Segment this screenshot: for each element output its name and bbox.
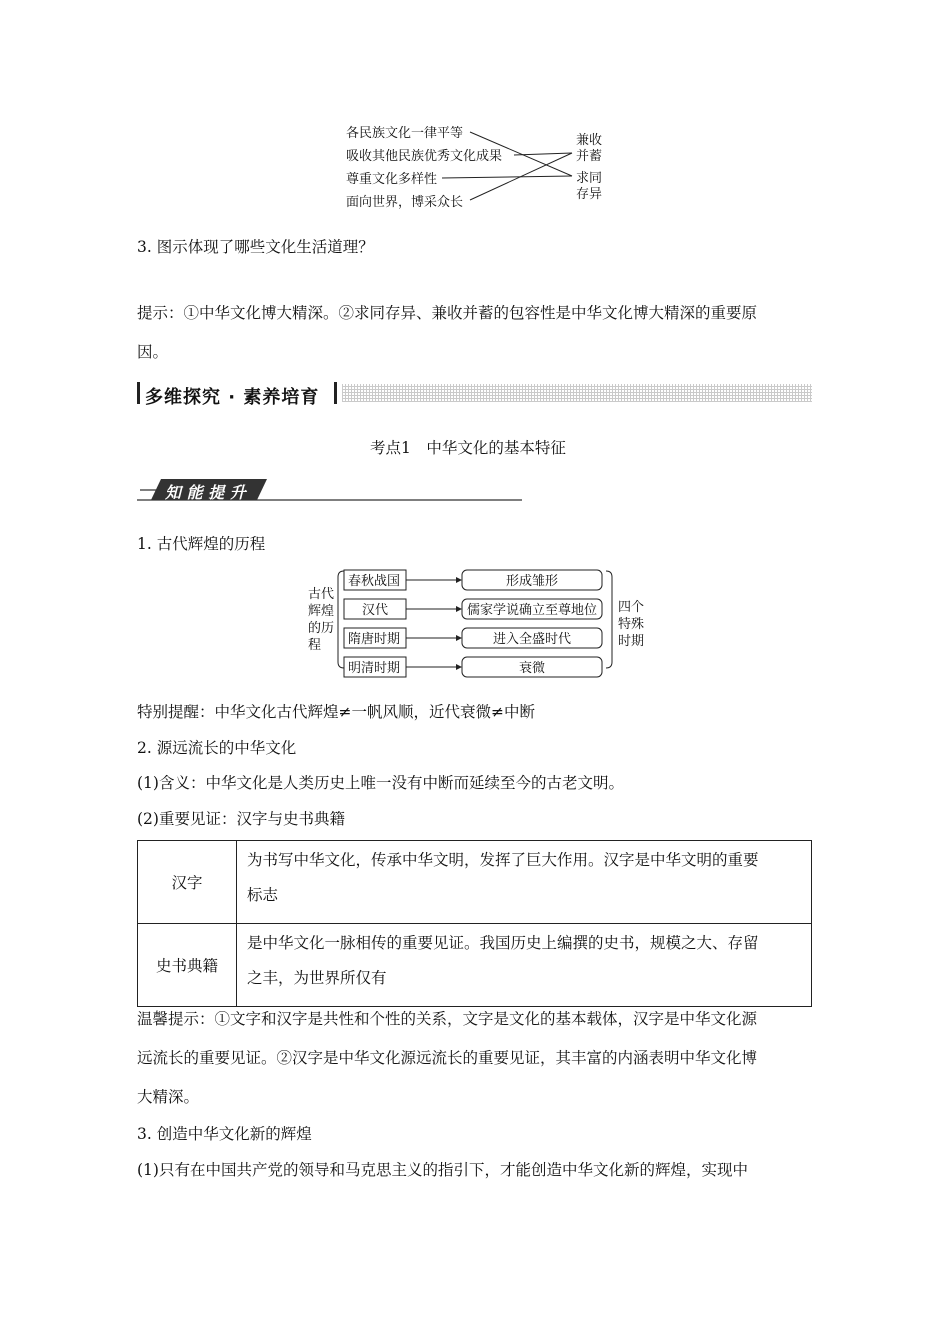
right-bottom-2: 存异: [576, 187, 603, 202]
warm-line-3: 大精深。: [137, 1088, 200, 1106]
heading-2: 2. 源远流长的中华文化: [137, 739, 297, 757]
left-label-2: 辉煌: [308, 604, 335, 619]
arrow-head: [456, 635, 462, 641]
heading-1: 1. 古代辉煌的历程: [137, 535, 266, 553]
arrow-head: [456, 664, 462, 670]
arrow-head: [456, 577, 462, 583]
event-2: 儒家学说确立至尊地位: [466, 603, 598, 618]
para-2-2: (2)重要见证：汉字与史书典籍: [137, 810, 345, 828]
warm-line-2: 远流长的重要见证。②汉字是中华文化源远流长的重要见证，其丰富的内涵表明中华文化博: [137, 1049, 758, 1067]
right-top-2: 并蓄: [576, 149, 603, 164]
left-brace: [338, 571, 344, 668]
table-head-cell: 史书典籍: [138, 924, 237, 1007]
table-cell-line: 是中华文化一脉相传的重要见证。我国历史上编撰的史书，规模之大、存留: [247, 934, 759, 952]
table-body-cell: [237, 924, 812, 1007]
section-bar-mid-mark: [334, 382, 337, 404]
zhineng-label: 知 能 提 升: [165, 483, 246, 502]
kaodian-title: 考点1 中华文化的基本特征: [370, 439, 566, 457]
para-2-1: (1)含义：中华文化是人类历史上唯一没有中断而延续至今的古老文明。: [137, 774, 624, 792]
table-cell-line: 为书写中华文化，传承中华文明，发挥了巨大作用。汉字是中华文明的重要: [247, 851, 759, 869]
history-diagram: [300, 566, 660, 686]
para-3-1: (1)只有在中国共产党的领导和马克思主义的指引下，才能创造中华文化新的辉煌，实现中: [137, 1161, 748, 1179]
heading-3: 3. 创造中华文化新的辉煌: [137, 1125, 312, 1143]
period-3: 隋唐时期: [348, 632, 401, 647]
right-bottom-1: 求同: [576, 171, 603, 186]
witness-table: [137, 840, 812, 1007]
event-1: 形成雏形: [505, 574, 559, 589]
arrow-head: [456, 606, 462, 612]
matching-diagram: [330, 120, 620, 210]
right-label-3: 时期: [618, 634, 645, 649]
hint-line-2: 因。: [137, 343, 169, 361]
right-label-1: 四个: [618, 600, 645, 615]
table-row: [138, 841, 812, 924]
table-cell-line: 之丰，为世界所仅有: [247, 969, 387, 987]
hint-line-1: 提示：①中华文化博大精深。②求同存异、兼收并蓄的包容性是中华文化博大精深的重要原: [137, 304, 758, 322]
table-cell-line: 标志: [247, 886, 279, 904]
table-body-cell: [237, 841, 812, 924]
left-item-3: 尊重文化多样性: [346, 172, 438, 187]
section-header-bar: [137, 381, 812, 408]
event-4: 衰微: [518, 661, 546, 676]
right-brace: [606, 571, 612, 668]
special-note: 特别提醒：中华文化古代辉煌≠一帆风顺，近代衰微≠中断: [137, 703, 535, 721]
left-label-4: 程: [308, 638, 322, 653]
section-bar-left-mark: [137, 382, 140, 404]
left-label-1: 古代: [308, 587, 335, 602]
section-bar-pattern: [342, 384, 812, 402]
connector-line: [442, 176, 572, 178]
section-title: 多维探究 · 素养培育: [145, 387, 320, 408]
event-3: 进入全盛时代: [492, 632, 572, 647]
period-4: 明清时期: [348, 661, 401, 676]
warm-line-1: 温馨提示：①文字和汉字是共性和个性的关系，文字是文化的基本载体，汉字是中华文化源: [137, 1010, 758, 1028]
right-label-2: 特殊: [618, 617, 645, 632]
left-item-4: 面向世界，博采众长: [346, 195, 464, 210]
table-row: [138, 924, 812, 1007]
period-2: 汉代: [362, 603, 389, 618]
table-head-cell: 汉字: [138, 841, 237, 924]
question-3: 3. 图示体现了哪些文化生活道理？: [137, 238, 374, 256]
period-1: 春秋战国: [348, 574, 401, 589]
left-label-3: 的历: [308, 621, 335, 636]
matching-diagram-svg: [330, 120, 620, 210]
connector-line: [514, 153, 572, 155]
right-top-1: 兼收: [576, 133, 603, 148]
history-diagram-svg: [300, 566, 660, 686]
zhineng-banner: [137, 476, 522, 504]
left-item-1: 各民族文化一律平等: [346, 126, 464, 141]
left-item-2: 吸收其他民族优秀文化成果: [346, 149, 503, 164]
